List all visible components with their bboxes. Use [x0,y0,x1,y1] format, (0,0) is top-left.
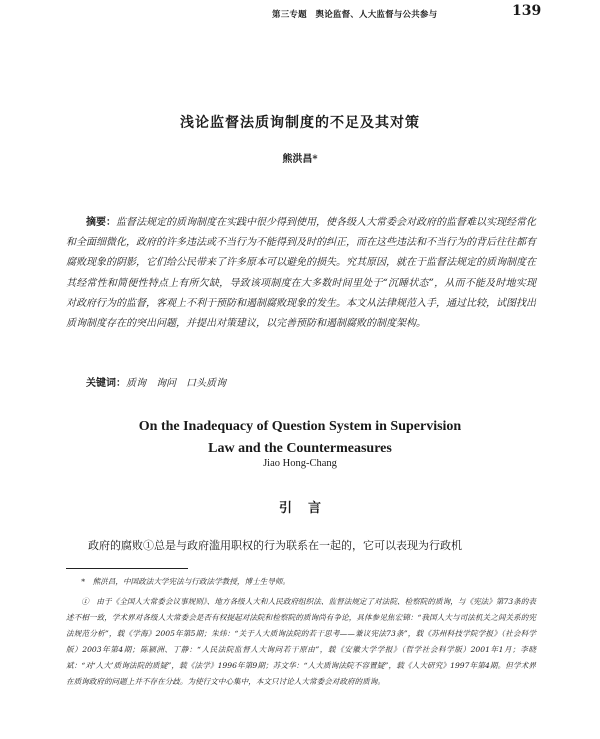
abstract [66,213,536,334]
english-author: Jiao Hong-Chang [263,458,337,469]
article-title: 浅论监督法质询制度的不足及其对策 [180,115,420,131]
running-header [0,0,600,30]
english-title-line-1: On the Inadequacy of Question System in Supervision [138,419,462,434]
keywords-text: 质询 询问 口头质询 [126,378,226,389]
body-paragraph: 政府的腐败①总是与政府滥用职权的行为联系在一起的，它可以表现为行政机 [88,539,462,552]
abstract-label: 摘要： [86,217,116,228]
author-name: 熊洪昌* [282,154,318,165]
section-heading-introduction: 引言 [278,501,337,516]
keywords-label: 关键词： [86,378,126,389]
abstract-text: 监督法规定的质询制度在实践中很少得到使用，使各级人大常委会对政府的监督难以实现经常化和全面细微化，政府的许多违法或不当行为不能得到及时的纠正，而在这些违法和不当行为的背后往往都有腐败现象的阴影，它们给公民带来了许多原本可以避免的损失。究其原因，就在于监督法规定的质询制度在其经常性和简便性特点上有所欠缺，导致该项制度在大多数时间里处于“沉睡状态”，从而不能及时地实现对政府行为的监督，客观上不利于预防和遏制腐败现象的发生。本文从法律规范入手，通过比较，试图找出质询制度存在的突出问题，并提出对策建议，以完善预防和遏制腐败的制度架构。 [66,217,536,330]
footnote-author: * 熊洪昌，中国政法大学宪法与行政法学教授，博士生导师。 [81,577,291,586]
english-title [0,416,600,460]
page-number: 139 [512,3,542,19]
keywords [86,374,536,389]
section-title: 第三专题 舆论监督、人大监督与公共参与 [272,10,438,20]
footnote-1: ① 由于《全国人大常委会议事规则》、地方各级人大和人民政府组织法、监督法规定了对法院、检察院的质询，与《宪法》第73条的表述不相一致，学术界对各级人大常委会是否有权提起对法院和检察院的质询尚有争论，具体参见焦宏锦：“我国人大与司法机关之间关系的宪法规范分析”，载《学海》2005年第5期；朱炜：“关于人大质询法院的若干思考——兼议宪法73条”，载《苏州科技学院学报》（社会科学版）2003年第4期；陈颍洲、丁静：“人民法院监督人大询问若干原由”，载《安徽大学学报》（哲学社会科学版）2001年1月；李晓斌：“对‘人大’质询法院的质疑”，载《法学》1996年第9期；苏文华：“人大质询法院不容置疑”，载《人大研究》1997年第4期。但学术界在质询政府的问题上并不存在分歧。为使行文中心集中，本文只讨论人大常委会对政府的质询。 [66,597,536,686]
english-title-line-2: Law and the Countermeasures [208,441,392,456]
footnote-divider [66,568,188,569]
